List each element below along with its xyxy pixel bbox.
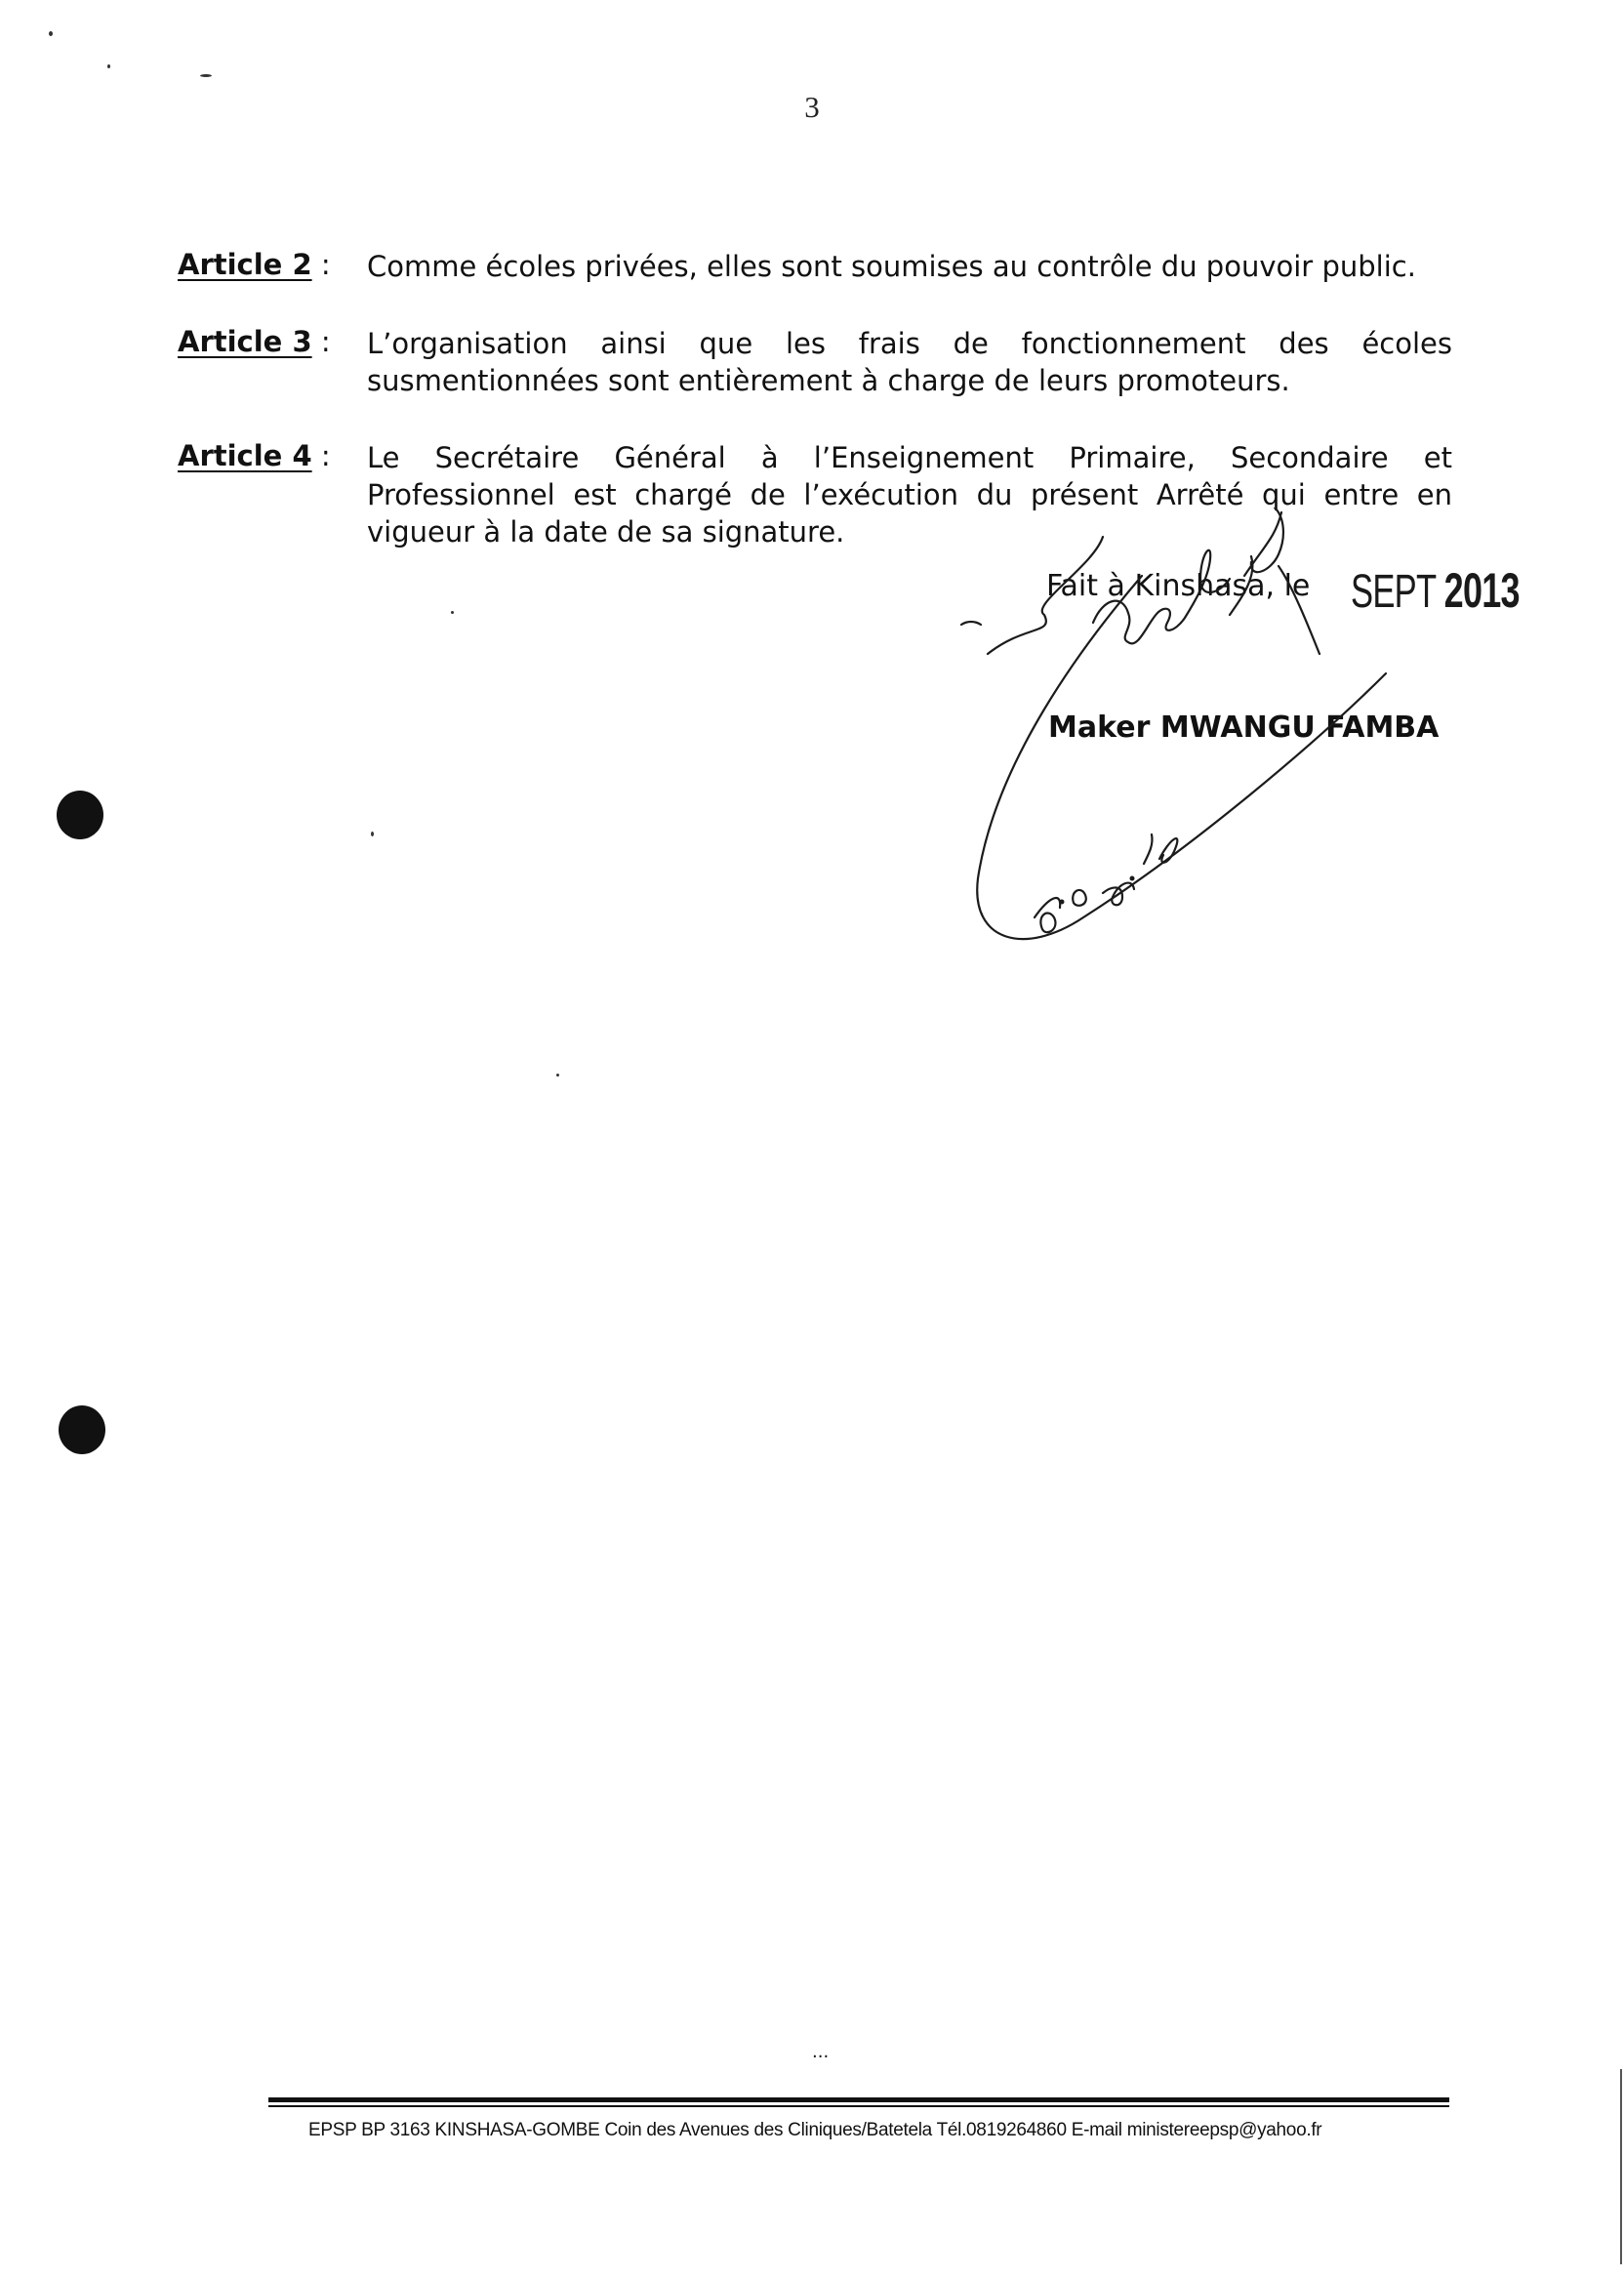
footer-rule-thin	[268, 2105, 1449, 2107]
punch-hole-bottom	[59, 1405, 105, 1454]
page-number: 3	[804, 90, 820, 124]
scan-speck	[371, 832, 374, 836]
article-label: Article 3 :	[178, 325, 331, 358]
handwritten-signature	[937, 508, 1562, 976]
scan-speck	[451, 611, 454, 614]
place-date-line: Fait à Kinshasa, le	[1046, 569, 1311, 603]
scan-speck	[1620, 2069, 1622, 2264]
stamp-month: SEPT	[1351, 566, 1436, 618]
article-text: L’organisation ainsi que les frais de fonctionnement des écoles susmentionnées sont entièrement à charge de leurs promoteurs.	[367, 327, 1452, 397]
article-text: Le Secrétaire Général à l’Enseignement Primaire, Secondaire et Professionnel est chargé de l’exécution du présent Arrêté qui entre en vigueur à la date de sa signature.	[367, 441, 1452, 549]
article-text: Comme écoles privées, elles sont soumises au contrôle du pouvoir public.	[367, 250, 1416, 283]
signer-name: Maker MWANGU FAMBA	[1048, 711, 1440, 745]
scan-speck	[556, 1074, 559, 1077]
article-label: Article 4 :	[178, 439, 331, 472]
footer-rule-thick	[268, 2097, 1449, 2102]
stamp-year: 2013	[1443, 563, 1520, 618]
scan-speck	[107, 64, 110, 68]
article-2	[178, 248, 1454, 287]
scan-speck	[200, 74, 212, 77]
continuation-ellipsis: ...	[812, 2042, 830, 2062]
footer-address: EPSP BP 3163 KINSHASA-GOMBE Coin des Avenues des Cliniques/Batetela Tél.0819264860 E-mail ministereepsp@yahoo.fr	[308, 2120, 1322, 2140]
scan-speck	[49, 31, 53, 36]
article-3	[178, 325, 1454, 403]
punch-hole-top	[57, 791, 103, 839]
article-label: Article 2 :	[178, 248, 331, 281]
